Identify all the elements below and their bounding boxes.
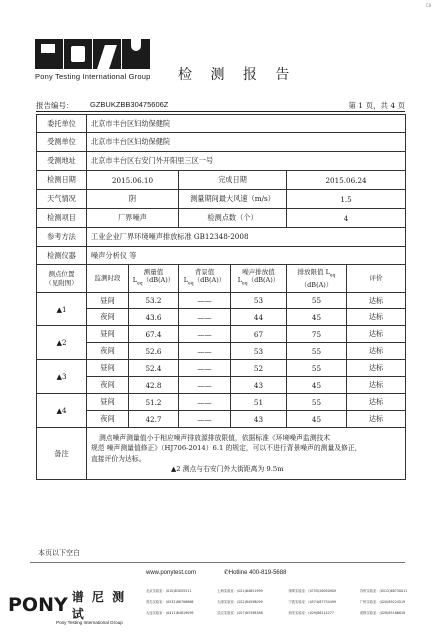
limit-cell: 55: [287, 360, 347, 377]
eval-cell: 达标: [347, 293, 406, 309]
logo-letter-y: [122, 39, 150, 69]
done-date-label: 完成日期: [179, 171, 287, 190]
background-cell: ——: [179, 343, 231, 360]
item-value: 厂界噪声: [87, 209, 179, 228]
period-cell: 昼间: [87, 360, 129, 377]
footer-logo-word: PONY: [8, 594, 68, 616]
emission-cell: 51: [231, 394, 287, 411]
footer-rule: [30, 562, 405, 563]
emission-cell: 44: [231, 309, 287, 326]
item-label: 检测项目: [37, 209, 87, 228]
table-row: [37, 293, 406, 309]
col-measured-l: L: [132, 276, 138, 285]
branch-item: 青岛实验室：(0532)88706866: [146, 600, 194, 604]
limit-cell: 45: [287, 411, 347, 428]
period-cell: 昼间: [87, 293, 129, 309]
row-client: [37, 115, 406, 133]
measured-cell: 42.8: [129, 377, 179, 394]
table-row: [37, 326, 406, 343]
period-cell: 夜间: [87, 309, 129, 326]
table-row: [37, 343, 406, 360]
emission-cell: 53: [231, 293, 287, 309]
points-label: 检测点数（个）: [179, 209, 287, 228]
col-background-line2: [179, 276, 230, 289]
background-cell: ——: [179, 309, 231, 326]
row-method: [37, 228, 406, 247]
point-3: ▲3: [37, 360, 87, 394]
row-instrument: [37, 247, 406, 265]
inspected-label: 受测单位: [37, 133, 87, 152]
limit-cell: 55: [287, 343, 347, 360]
limit-cell: 55: [287, 293, 347, 309]
col-limit-line2: （dB(A)）: [300, 280, 333, 289]
eval-cell: 达标: [347, 326, 406, 343]
col-limit-line1: [287, 268, 346, 281]
col-limit-header: [287, 265, 347, 293]
row-weather: [37, 190, 406, 209]
remarks-line-4: ▲2 测点与右安门外大街距离为 9.5m: [171, 465, 284, 473]
row-address: [37, 152, 406, 171]
eval-cell: 达标: [347, 394, 406, 411]
measured-cell: 52.6: [129, 343, 179, 360]
branch-item: 上海实验室：(021)64851999: [217, 589, 263, 593]
measured-cell: 51.2: [129, 394, 179, 411]
remarks-line-1: 测点噪声测量值小于相应噪声排放源排放限值，依据标准《环境噪声监测技术: [99, 433, 331, 442]
wind-label: 测量期间最大风速（m/s）: [179, 190, 287, 209]
eval-cell: 达标: [347, 309, 406, 326]
branch-item: 成都实验室：(028)85186818: [359, 611, 406, 615]
measured-cell: 52.4: [129, 360, 179, 377]
corner-mark: C8: [425, 3, 431, 8]
col-measured-sub: eq: [137, 281, 143, 287]
col-period-header: 监测时段: [87, 265, 129, 293]
report-no-label: 报告编号：: [36, 101, 74, 110]
col-background-unit: （dB(A)）: [193, 276, 226, 285]
logo-letter-n: [93, 39, 121, 69]
branch-item: 西安实验室：(029)88214277: [288, 611, 334, 615]
website-link[interactable]: www.ponytest.com: [146, 570, 197, 576]
col-emission-l: L: [237, 276, 243, 285]
address-label: 受测地址: [37, 152, 87, 171]
emission-cell: 52: [231, 360, 287, 377]
method-value: 工业企业厂界环境噪声排放标准 GB12348-2008: [87, 228, 406, 247]
table-row: [37, 360, 406, 377]
test-date-value: 2015.06.10: [87, 171, 179, 190]
period-cell: 夜间: [87, 343, 129, 360]
col-background-header: [179, 265, 231, 293]
background-cell: ——: [179, 394, 231, 411]
background-cell: ——: [179, 326, 231, 343]
hotline: ✆Hotline 400-819-5688: [223, 570, 287, 576]
emission-cell: 43: [231, 411, 287, 428]
measured-cell: 42.7: [129, 411, 179, 428]
col-eval-header: 评价: [347, 265, 406, 293]
branch-item: 宁波实验室：(0574)87734499: [288, 600, 337, 604]
col-emission-sub: eq: [242, 281, 248, 287]
limit-cell: 45: [287, 377, 347, 394]
branch-item: 武汉实验室：(027)83398588: [217, 611, 263, 615]
row-remarks: [37, 428, 406, 480]
report-table: [36, 114, 406, 480]
footer-logo: [8, 588, 128, 625]
point-1: ▲1: [37, 293, 87, 326]
row-dates: [37, 171, 406, 190]
measured-cell: 67.4: [129, 326, 179, 343]
eval-cell: 达标: [347, 411, 406, 428]
col-measured-header: [129, 265, 179, 293]
remarks-text: [87, 428, 406, 480]
done-date-value: 2015.06.24: [287, 171, 406, 190]
table-row: [37, 411, 406, 428]
eval-cell: 达标: [347, 343, 406, 360]
col-emission-unit: （dB(A)）: [247, 276, 280, 285]
eval-cell: 达标: [347, 360, 406, 377]
col-measured-line1: 测量值: [143, 267, 164, 276]
background-cell: ——: [179, 411, 231, 428]
address-value: 北京市丰台区右安门外开阳里三区一号: [87, 152, 406, 171]
header-rule: [36, 111, 405, 112]
branch-item: 深圳实验室：(0755)26050909: [288, 589, 337, 593]
remarks-label: 备注: [37, 428, 87, 480]
branch-item: 天津实验室：(022)84598099: [217, 600, 263, 604]
col-point-header: [37, 265, 87, 293]
eval-cell: 达标: [347, 377, 406, 394]
branch-item: 北京实验室：(010)83055511: [146, 589, 192, 593]
point-4: ▲4: [37, 394, 87, 428]
footer-logo-cn: 谱 尼 测 试: [71, 590, 127, 621]
emission-cell: 43: [231, 377, 287, 394]
row-item: [37, 209, 406, 228]
remarks-line-2: 规范 噪声测量值修正》（HJ706-2014）6.1 的规定，可以不进行背景噪声的测量及修正，: [91, 444, 362, 452]
footer-contact: [146, 569, 312, 576]
period-cell: 昼间: [87, 326, 129, 343]
col-limit-sub: eq: [329, 273, 336, 279]
measured-cell: 53.2: [129, 293, 179, 309]
wind-value: 1.5: [287, 190, 406, 209]
row-column-headers: [37, 265, 406, 293]
background-cell: ——: [179, 360, 231, 377]
branch-item: 苏州实验室：(0512)68730011: [359, 589, 408, 593]
logo-subtitle: Pony Testing International Group: [35, 72, 151, 81]
col-background-line1: 背景值: [194, 267, 215, 276]
footer-logo-row: [8, 588, 128, 622]
method-label: 参考方法: [37, 228, 87, 247]
point-2: ▲2: [37, 326, 87, 360]
client-value: 北京市丰台区妇幼保健院: [87, 115, 406, 133]
instrument-label: 检测仪器: [37, 247, 87, 265]
limit-cell: 45: [287, 309, 347, 326]
logo-letter-o: [64, 39, 92, 69]
col-point-line2: （见附图）: [45, 278, 78, 287]
col-emission-line2: [231, 276, 286, 289]
table-row: [37, 309, 406, 326]
limit-cell: 55: [287, 394, 347, 411]
period-cell: 夜间: [87, 377, 129, 394]
table-row: [37, 394, 406, 411]
client-label: 委托单位: [37, 115, 87, 133]
col-emission-line1: 噪声排放值: [242, 267, 275, 276]
col-background-sub: eq: [188, 281, 194, 287]
blank-below-note: 本页以下空白: [38, 549, 80, 557]
period-cell: 夜间: [87, 411, 129, 428]
weather-value: 阴: [87, 190, 179, 209]
limit-cell: 75: [287, 326, 347, 343]
emission-cell: 67: [231, 326, 287, 343]
branch-item: 广州实验室：(020)89224519: [359, 600, 406, 604]
report-title: 检 测 报 告: [178, 67, 297, 83]
instrument-value: 噪声分析仪 等: [87, 247, 406, 265]
pony-logo: [35, 37, 155, 81]
footer-logo-sub: Pony Testing International Group: [56, 620, 123, 625]
table-row: [37, 377, 406, 394]
period-cell: 昼间: [87, 394, 129, 411]
col-measured-line2: [129, 276, 178, 289]
col-limit-l: 排放限值 L: [297, 267, 330, 276]
row-inspected: [37, 133, 406, 152]
col-background-l: L: [183, 276, 189, 285]
col-emission-header: [231, 265, 287, 293]
logo-wordmark: [35, 37, 155, 69]
inspected-value: 北京市丰台区妇幼保健院: [87, 133, 406, 152]
col-measured-unit: （dB(A)）: [142, 276, 175, 285]
background-cell: ——: [179, 377, 231, 394]
background-cell: ——: [179, 293, 231, 309]
branch-item: 大连实验室：(0411)84819099: [146, 611, 194, 615]
remarks-line-3: 直接评价为达标。: [91, 454, 146, 463]
logo-letter-p: [35, 39, 63, 69]
branch-list: [146, 588, 431, 615]
measured-cell: 43.6: [129, 309, 179, 326]
page-indicator: 第 1 页，共 4 页: [348, 101, 405, 110]
col-point-line1: 测点位置: [48, 270, 75, 278]
test-date-label: 检测日期: [37, 171, 87, 190]
points-value: 4: [287, 209, 406, 228]
weather-label: 天气情况: [37, 190, 87, 209]
report-no: GZBUKZBB30475606Z: [90, 100, 169, 109]
emission-cell: 53: [231, 343, 287, 360]
